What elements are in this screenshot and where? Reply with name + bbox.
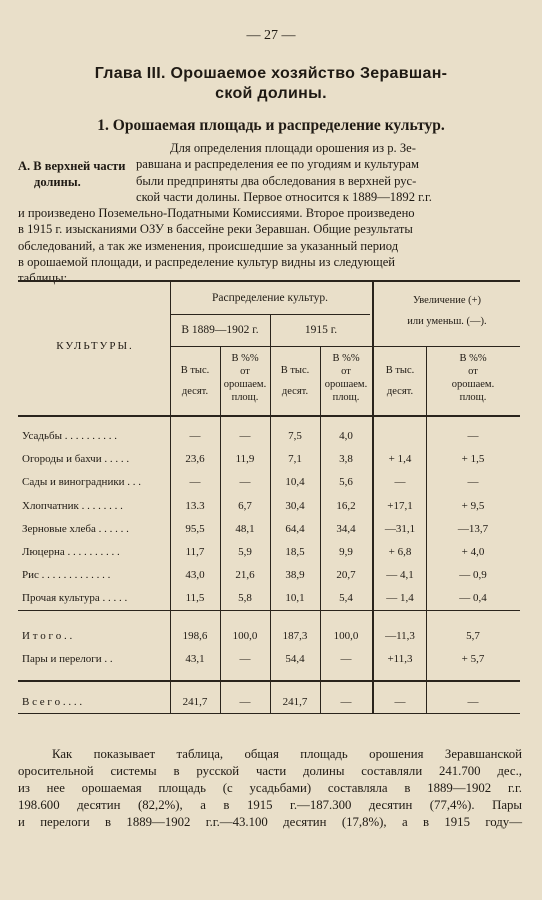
table-cell: — — [189, 430, 201, 442]
row-label: В с е г о . . . . — [22, 696, 83, 708]
table-cell: — — [394, 696, 406, 708]
table-cell: +17,1 — [387, 499, 413, 512]
table-cell: 5,6 — [339, 476, 353, 489]
subheader-thousand — [374, 364, 426, 398]
intro-paragraph — [18, 140, 518, 287]
row-label: Сады и виноградники . . . — [22, 476, 142, 489]
table-cell: 100,0 — [232, 630, 258, 642]
subheader-percent — [320, 352, 372, 404]
table-rule — [18, 280, 520, 282]
row-label: И т о г о . . — [22, 630, 73, 642]
table-cell: 38,9 — [285, 569, 305, 582]
row-label: Люцерна . . . . . . . . . . — [22, 546, 120, 558]
text-line: Как показывает таблица, общая площадь орошения Зеравшанской — [52, 747, 522, 761]
row-label: Огороды и бахчи . . . . . — [22, 453, 130, 466]
subheader-percent — [220, 352, 270, 404]
table-cell: 10,4 — [285, 476, 305, 489]
table-cell: 7,1 — [288, 453, 302, 466]
table-cell: — 0,9 — [459, 569, 487, 582]
subheader-line: орошаем. — [451, 379, 495, 390]
subheader-line: от — [468, 366, 478, 377]
table-cell: 11,7 — [185, 546, 205, 558]
culture-column-header: КУЛЬТУРЫ. — [56, 340, 134, 352]
table-cell: — 4,1 — [386, 569, 414, 582]
change-header-line-2: или уменьш. (—). — [407, 316, 487, 327]
table-cell: — — [467, 476, 479, 489]
culture-distribution-table — [18, 280, 520, 714]
row-label: Прочая культура . . . . . — [22, 592, 128, 605]
text-line: равшана и распределения ее по угодиям и культурам — [136, 157, 419, 172]
subheader-line: десят. — [181, 386, 209, 397]
page-number: — 27 — — [246, 28, 296, 43]
table-rule — [18, 610, 520, 611]
table-cell: — — [394, 476, 406, 489]
table-cell: 198,6 — [182, 630, 208, 642]
row-label: Усадьбы . . . . . . . . . . — [22, 430, 117, 442]
table-cell: 48,1 — [235, 522, 255, 535]
table-cell: 241,7 — [182, 696, 208, 708]
subheader-line: от — [240, 366, 250, 377]
subheader-line: В %% — [459, 353, 487, 364]
table-cell: — — [340, 653, 352, 665]
conclusion-paragraph — [18, 746, 522, 831]
text-line: были предприняты два обследования в верхней рус- — [136, 173, 417, 188]
table-cell: 34,4 — [336, 522, 356, 535]
change-group-header — [374, 294, 520, 328]
subheader-line: В тыс. — [180, 365, 210, 376]
table-rule — [372, 280, 374, 714]
table-cell: —31,1 — [384, 522, 416, 535]
table-cell: — — [189, 476, 201, 489]
section-title: 1. Орошаемая площадь и распределение культур. — [97, 117, 445, 134]
text-line: в 1915 г. изысканиями ОЗУ в бассейне реки Зеравшан. Общие результаты — [18, 222, 413, 237]
margin-note-line-2: долины. — [34, 175, 81, 189]
table-cell: 7,5 — [288, 430, 302, 442]
table-rule — [18, 713, 520, 714]
table-cell: + 1,4 — [388, 453, 412, 466]
table-cell: 241,7 — [282, 696, 308, 708]
text-line: в орошаемой площади, и распределение культур видны из следующей — [18, 255, 396, 270]
table-cell: — — [239, 653, 251, 665]
table-cell: 20,7 — [336, 569, 356, 582]
period-1-header: В 1889—1902 г. — [181, 324, 259, 336]
table-cell: 5,8 — [238, 592, 252, 605]
table-cell: + 9,5 — [461, 499, 485, 512]
table-rule — [170, 280, 171, 714]
subheader-line: орошаем. — [324, 379, 368, 390]
text-line: ской части долины. Первое относится к 1889—1892 г.г. — [136, 189, 432, 204]
subheader-percent — [426, 352, 520, 404]
table-cell: — — [239, 696, 251, 708]
subheader-thousand — [270, 364, 320, 398]
table-cell: 11,5 — [185, 592, 205, 605]
chapter-title-line-2: ской долины. — [215, 85, 327, 102]
text-line: 198.600 десятин (82,2%), а в 1915 г.—187.300 десятин (77,4%). Пары — [18, 798, 522, 812]
table-cell: 5,4 — [339, 592, 353, 605]
subheader-line: десят. — [386, 386, 414, 397]
row-label: Пары и перелоги . . — [22, 653, 113, 665]
table-rule — [18, 680, 520, 682]
table-cell: 3,8 — [339, 453, 353, 466]
distribution-group-header: Распределение культур. — [211, 292, 328, 304]
table-cell: +11,3 — [387, 653, 413, 665]
table-cell: 30,4 — [285, 499, 305, 512]
table-rule — [170, 346, 520, 347]
table-cell: 16,2 — [336, 499, 356, 512]
table-cell: + 6,8 — [388, 546, 412, 558]
table-cell: — — [467, 696, 479, 708]
table-cell: — — [239, 476, 251, 489]
table-cell: 43,0 — [185, 569, 205, 582]
table-cell: — 0,4 — [459, 592, 487, 605]
text-line: обследований, а так же изменения, происшедшие за указанный период — [18, 238, 399, 253]
table-cell: 187,3 — [282, 630, 308, 642]
period-2-header: 1915 г. — [304, 324, 338, 336]
table-cell: 21,6 — [235, 569, 255, 582]
row-label: Зерновые хлеба . . . . . . — [22, 522, 129, 535]
table-cell: 5,9 — [238, 546, 252, 558]
table-cell: — — [340, 696, 352, 708]
margin-note-line-1: А. В верхней части — [18, 159, 126, 173]
table-cell: — — [467, 430, 479, 442]
table-cell: — — [239, 430, 251, 442]
text-line: и перелоги в 1889—1902 г.г.—43.100 десятин (17,8%), а в 1915 году— — [18, 815, 522, 829]
table-cell: 43,1 — [185, 653, 205, 665]
table-cell: 9,9 — [339, 546, 353, 558]
subheader-line: десят. — [281, 386, 309, 397]
chapter-title — [24, 64, 518, 104]
row-label: Рис . . . . . . . . . . . . . — [22, 569, 111, 582]
table-cell: 10,1 — [285, 592, 305, 605]
subheader-thousand — [170, 364, 220, 398]
table-cell: —13,7 — [457, 522, 489, 535]
table-cell: + 4,0 — [461, 546, 485, 558]
table-cell: 4,0 — [339, 430, 353, 442]
subheader-line: от — [341, 366, 351, 377]
subheader-line: В %% — [332, 353, 360, 364]
subheader-line: площ. — [231, 392, 259, 403]
table-cell: — 1,4 — [386, 592, 414, 605]
table-cell: 100,0 — [333, 630, 359, 642]
table-cell: —11,3 — [385, 630, 415, 642]
table-cell: 6,7 — [238, 499, 252, 512]
subheader-line: В %% — [231, 353, 259, 364]
subheader-line: площ. — [332, 392, 360, 403]
table-cell: 5,7 — [466, 630, 480, 642]
table-cell: 13.3 — [185, 499, 205, 512]
text-line: Для определения площади орошения из р. Зе- — [170, 141, 416, 155]
subheader-line: орошаем. — [223, 379, 267, 390]
table-cell: 54,4 — [285, 653, 305, 665]
text-line: оросительной системы в русской части долины составляли 241.700 дес., — [18, 764, 522, 778]
table-cell: + 5,7 — [461, 653, 485, 665]
chapter-title-line-1: Глава III. Орошаемое хозяйство Зеравшан- — [94, 65, 448, 82]
table-cell: 23,6 — [185, 453, 205, 466]
table-rule — [18, 415, 520, 417]
table-cell: + 1,5 — [461, 453, 485, 466]
text-line: таблицы: — [18, 271, 68, 286]
change-header-line-1: Увеличение (+) — [412, 295, 482, 306]
table-cell: 95,5 — [185, 522, 205, 535]
text-line: и произведено Поземельно-Податными Комиссиями. Второе произведено — [18, 206, 415, 221]
text-line: из нее орошаемая площадь (с усадьбами) составляла в 1889—1902 г.г. — [18, 781, 522, 795]
table-cell: 11,9 — [235, 453, 255, 466]
subheader-line: площ. — [459, 392, 487, 403]
table-cell: 64,4 — [285, 522, 305, 535]
subheader-line: В тыс. — [280, 365, 310, 376]
table-cell: 18,5 — [285, 546, 305, 558]
subheader-line: В тыс. — [385, 365, 415, 376]
row-label: Хлопчатник . . . . . . . . — [22, 499, 123, 512]
